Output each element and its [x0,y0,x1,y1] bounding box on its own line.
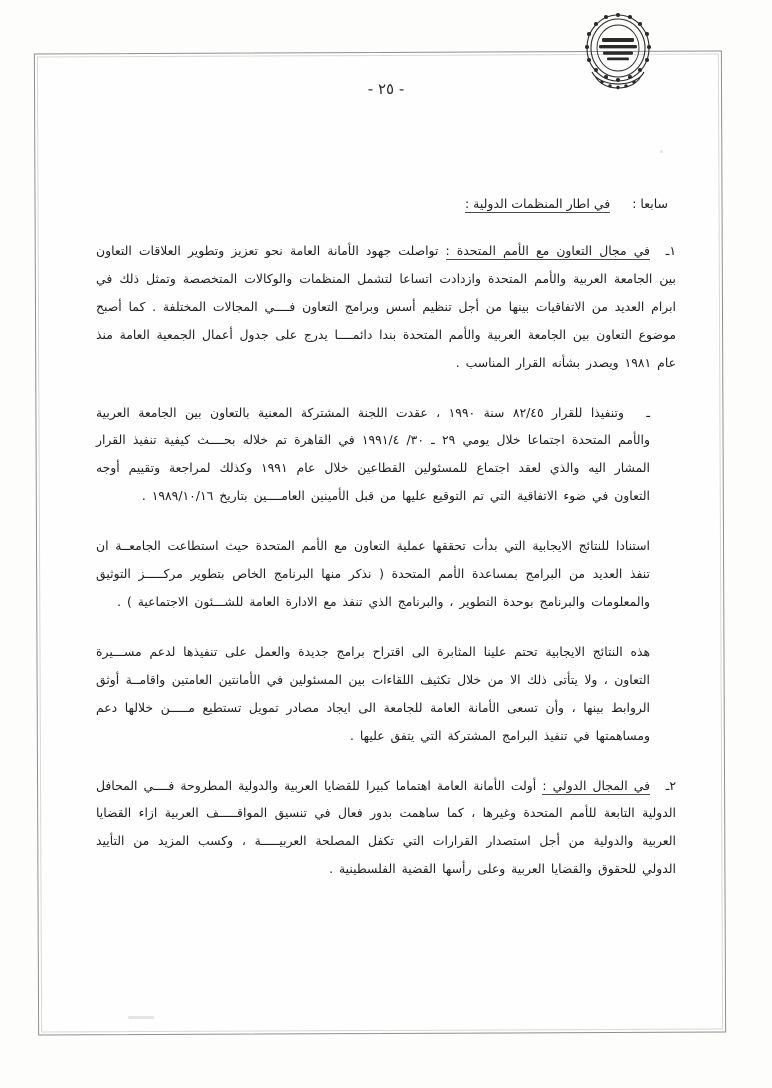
section-heading [96,196,676,211]
paragraph-marker: ـ [646,404,650,420]
paragraph-4 [96,638,676,750]
paragraph-5 [96,772,676,884]
paragraph-text: تواصلت جهود الأمانة العامة نحو تعزيز وتطوير العلاقات التعاون بين الجامعة العربية والأمم المتحدة وازدادت اتساعا لتشمل المنظمات والوكالات المتخصصة وتمثل ذلك في ابرام العديد من الاتفاقيات بينها من أجل تنظيم أسس وبرامج التعاون فــــي المجالات المختلفة . كما أصبح موضوع التعاون بين الجامعة العربية والأمم المتحدة بندا دائمــــا يدرج على جدول أعمال الجمعية العامة منذ عام ١٩٨١ ويصدر بشأنه القرار المناسب . [96,243,676,370]
page-number: - ٢٥ - [367,80,405,98]
paragraph-text: أولت الأمانة العامة اهتماما كبيرا للقضايا العربية والدولية المطروحة فــــي المحافل الدولية التابعة للأمم المتحدة وغيرها ، كما ساهمت بدور فعال في تنسيق المواقـــــف العربية ازاء القضايا العربية والدولية من أجل استصدار القرارات التي تكفل المصلحة العربيـــــة ، وكسب المزيد من التأييد الدولي للحقوق والقضايا العربية وعلى رأسها القضية الفلسطينية . [96,777,676,877]
paragraph-lead: في مجال التعاون مع الأمم المتحدة : [445,243,650,258]
paragraph-2 [96,399,676,511]
scan-speck [660,150,663,153]
section-label: سابعا : [632,196,668,211]
paragraph-text: هذه النتائج الايجابية تحتم علينا المثابرة الى اقتراح برامج جديدة والعمل على تنفيذها لدعم مســـيرة التعاون ، ولا يتأتى ذلك الا من خلال تكثيف اللقاءات بين المسئولين في الأمانتين العامتين واقامــة أوثق الروابط بينها ، وأن تسعى الأمانة العامة للجامعة الى ايجاد مصادر تمويل تستطيع مـــــن خلالها دعم ومساهمتها في تنفيذ البرامج المشتركة التي يتفق عليها . [96,643,650,743]
paragraph-3 [96,532,676,616]
paragraph-lead: في المجال الدولي : [542,777,650,793]
paragraph-text: استنادا للنتائج الايجابية التي بدأت تحققها عملية التعاون مع الأمم المتحدة حيث استطاعت الجامعــة ان تنفذ العديد من البرامج بمساعدة الأمم المتحدة ( نذكر منها البرنامج الخاص بتطوير مركـــــز التوثيق والمعلومات والبرنامج بوحدة التطوير ، والبرنامج الذي تنفذ مع الادارة العامة للشـــئون الاجتماعية ) . [96,538,650,609]
document-body [96,196,676,905]
scan-speck [128,1016,154,1019]
paragraph-marker: ٢ـ [665,777,676,793]
paragraph-text: وتنفيذا للقرار ٨٢/٤٥ سنة ١٩٩٠ ، عقدت اللجنة المشتركة المعنية بالتعاون بين الجامعة العربية والأمم المتحدة اجتماعا خلال يومي ٢٩ ـ ٣٠/ ١٩٩١/٤ في القاهرة تم خلاله بحــــث كيفية تنفيذ القرار المشار اليه والذي لعقد اجتماع للمسئولين القطاعين خلال عام ١٩٩١ وكذلك لمراجعة وتقييم أوجه التعاون في ضوء الاتفاقية التي تم التوقيع عليها من قبل الأمينين العامــــين بتاريخ ١٩٨٩/١٠/١٦ . [96,404,650,504]
paragraph-1 [96,237,676,377]
section-title: في اطار المنظمات الدولية : [464,196,611,211]
paragraph-marker: ١ـ [665,243,676,258]
